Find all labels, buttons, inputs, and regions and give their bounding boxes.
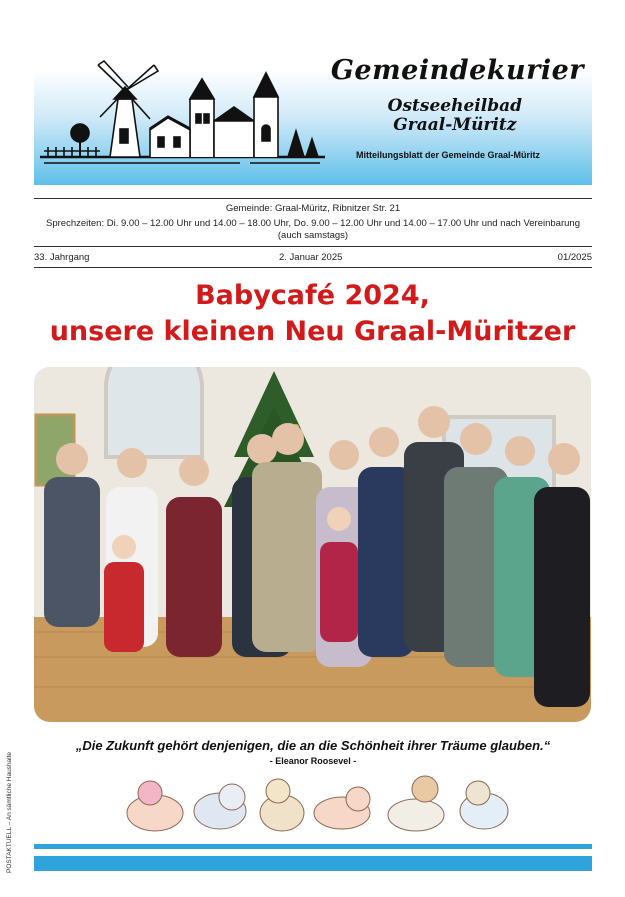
masthead-subtitle-line2: Graal-Müritz: [393, 115, 517, 135]
divider-top: [34, 198, 592, 199]
quote-text: „Die Zukunft gehört denjenigen, die an die Schönheit ihrer Träume glauben.“: [75, 738, 551, 753]
headline-line1: Babycafé 2024,: [195, 280, 430, 311]
group-photo: [34, 367, 591, 722]
issue-number: 01/2025: [557, 252, 592, 263]
village-skyline-drawing: [40, 59, 330, 175]
group-photo-illustration: [34, 367, 591, 722]
office-hours: Sprechzeiten: Di. 9.00 – 12.00 Uhr und 14.00 – 18.00 Uhr, Do. 9.00 – 12.00 Uhr und 14.00 – 17.00 Uhr und nach Vereinbarung: [46, 218, 580, 229]
footer-band-thin: [34, 844, 592, 849]
masthead-title: Gemeindekurier: [330, 55, 584, 86]
crawling-babies-illustration: [120, 775, 515, 837]
issue-volume: 33. Jahrgang: [34, 252, 90, 263]
masthead: [34, 37, 592, 185]
office-hours-note: (auch samstags): [277, 230, 349, 241]
issue-date: 2. Januar 2025: [279, 252, 343, 263]
footer-band-thick: [34, 856, 592, 871]
divider-middle: [34, 246, 592, 247]
masthead-subtitle-line1: Ostseeheilbad: [387, 96, 522, 116]
masthead-subtitle: [388, 97, 522, 135]
quote-author: - Eleanor Roosevel -: [269, 756, 357, 766]
office-info: [34, 203, 592, 242]
postal-note: POSTAKTUELL – An sämtliche Haushalte: [6, 751, 13, 873]
headline-line2: unsere kleinen Neu Graal-Müritzer: [49, 316, 576, 347]
masthead-tagline: Mitteilungsblatt der Gemeinde Graal-Müritz: [355, 150, 540, 160]
divider-bottom: [34, 267, 592, 268]
office-address: Gemeinde: Graal-Müritz, Ribnitzer Str. 21: [225, 203, 401, 214]
